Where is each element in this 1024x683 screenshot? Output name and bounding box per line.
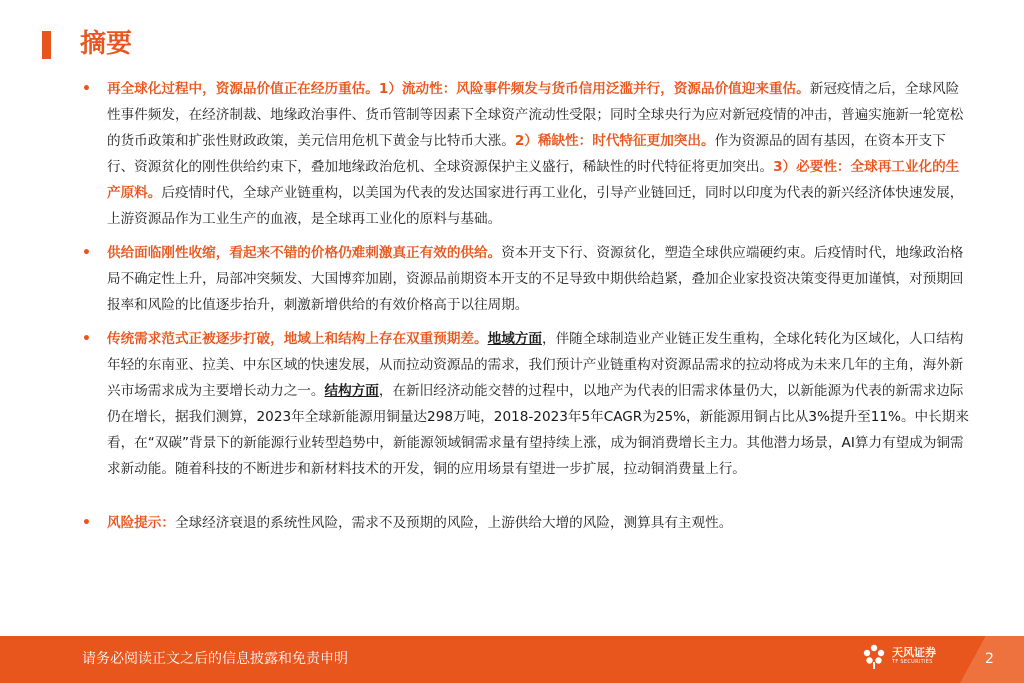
bullet-highlight: 供给面临刚性收缩，看起来不错的价格仍难刺激真正有效的供给。 xyxy=(107,245,502,261)
bullet-dot-icon: • xyxy=(82,81,91,97)
bullet-text: ，伴随全球制造业产业链正发生重构，全球化转化为区域化，人口结构年轻的东南亚、拉美、中东区域的快速发展，从而拉动资源品的需求，我们预计产业链重构对资源品需求的拉动将成为未来几年的主角，海外新兴市场需求成为主要增长动力之一。 xyxy=(107,331,964,399)
bullet-highlight: 风险提示： xyxy=(107,515,175,531)
logo-name-cn: 天风证券 xyxy=(892,646,936,659)
bullet-underlined-term: 结构方面 xyxy=(324,383,379,399)
page-number: 2 xyxy=(985,651,994,667)
summary-content xyxy=(80,76,970,536)
page-title: 摘要 xyxy=(80,29,133,59)
footer-disclaimer: 请务必阅读正文之后的信息披露和免责申明 xyxy=(82,651,348,667)
logo-name-en: TF SECURITIES xyxy=(892,659,933,665)
bullet-dot-icon: • xyxy=(82,331,91,347)
bullet-dot-icon: • xyxy=(82,515,91,531)
bullet-text: 新冠疫情之后，全球风险性事件频发，在经济制裁、地缘政治事件、货币管制等因素下全球资产流动性受限；同时全球央行为应对新冠疫情的冲击，普遍实施新一轮宽松的货币政策和扩张性财政政策，美元信用危机下黄金与比特币大涨。 xyxy=(107,81,964,149)
bullet-text: 作为资源品的固有基因，在资本开支下行、资源贫化的刚性供给约束下，叠加地缘政治危机、全球资源保护主义盛行，稀缺性的时代特征将更加突出。 xyxy=(107,133,946,175)
footer-bar xyxy=(0,636,1024,683)
bullet-highlight: 再全球化过程中，资源品价值正在经历重估。1）流动性：风险事件频发与货币信用泛滥并行，资源品价值迎来重估。 xyxy=(107,81,810,97)
summary-bullet xyxy=(80,240,970,318)
bullet-dot-icon: • xyxy=(82,245,91,261)
bullet-highlight: 传统需求范式正被逐步打破，地域上和结构上存在双重预期差。 xyxy=(107,331,488,347)
bullet-underlined-term: 地域方面 xyxy=(487,331,542,347)
title-accent-bar xyxy=(42,31,51,59)
bullet-text: 资本开支下行、资源贫化，塑造全球供应端硬约束。后疫情时代，地缘政治格局不确定性上升，局部冲突频发、大国博弈加剧，资源品前期资本开支的不足导致中期供给趋紧，叠加企业家投资决策变得更加谨慎，对预期回报率和风险的比值逐步抬升，刺激新增供给的有效价格高于以往周期。 xyxy=(107,245,964,313)
summary-bullet xyxy=(80,76,970,232)
company-logo xyxy=(862,643,936,669)
bullet-highlight: 3）必要性：全球再工业化的生产原料。 xyxy=(107,159,960,201)
bullet-text: 后疫情时代，全球产业链重构，以美国为代表的发达国家进行再工业化，引导产业链回迁，同时以印度为代表的新兴经济体快速发展，上游资源品作为工业生产的血液，是全球再工业化的原料与基础。 xyxy=(107,185,964,227)
flower-logo-icon xyxy=(862,643,886,669)
bullet-text: 全球经济衰退的系统性风险，需求不及预期的风险，上游供给大增的风险，测算具有主观性。 xyxy=(174,515,733,531)
summary-bullet-risk xyxy=(80,510,970,536)
bullet-highlight: 2）稀缺性：时代特征更加突出。 xyxy=(514,133,715,149)
bullet-text: ，在新旧经济动能交替的过程中，以地产为代表的旧需求体量仍大，以新能源为代表的新需求边际仍在增长，据我们测算，2023年全球新能源用铜量达298万吨，2018-2023年5年CAGR为25%，新能源用铜占比从3%提升至11%。中长期来看，在“双碳”背景下的新能源行业转型趋势中，新能源领域铜需求量有望持续上涨，成为铜消费增长主力。其他潜力场景，AI算力有望成为铜需求新动能。随着科技的不断进步和新材料技术的开发，铜的应用场景有望进一步扩展，拉动铜消费量上行。 xyxy=(107,383,969,477)
summary-bullet xyxy=(80,326,970,482)
